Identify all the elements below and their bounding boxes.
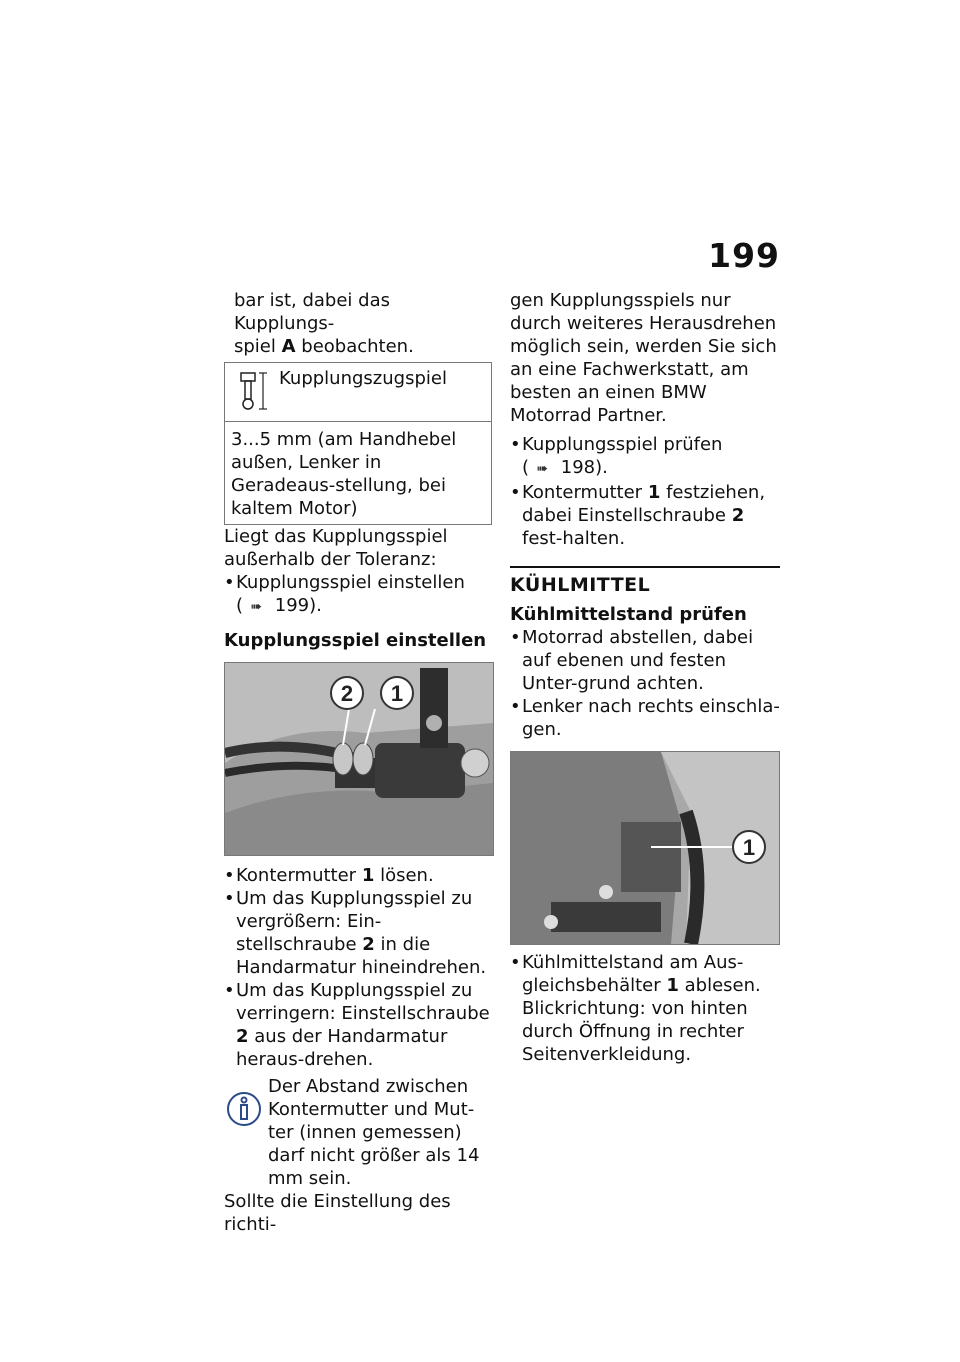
bullet-tighten (510, 481, 780, 550)
clutch-lever-photo (224, 662, 494, 856)
step-text: fest-halten. (522, 528, 626, 549)
step-text: lösen. (374, 865, 434, 886)
list-item: • Motorrad abstellen, dabei auf ebenen und festen Unter-grund achten. (510, 626, 780, 695)
list-item (224, 887, 492, 979)
left-column (224, 289, 492, 1236)
photo-label-1: 1 (742, 835, 756, 860)
right-column (510, 289, 780, 1066)
step-bold: 1 (361, 865, 375, 886)
subheading: Kühlmittelstand prüfen (510, 604, 747, 625)
measurement-icon (231, 367, 273, 413)
bullet-check-label: Kupplungsspiel prüfen (522, 434, 723, 455)
step-bold: 2 (731, 505, 745, 526)
coolant-photo (510, 751, 780, 945)
list-item (510, 951, 780, 1066)
step-text: festziehen, dabei Einstellschraube (522, 482, 766, 526)
step-bold: 1 (666, 975, 679, 996)
step-text: Um das Kupplungsspiel zu vergrößern: Ein-stellschraube (236, 888, 473, 955)
steps-list (224, 864, 492, 1071)
step-text: Kontermutter (236, 865, 362, 886)
step-text: Kontermutter (522, 482, 648, 503)
section-heading: Kupplungsspiel einstellen (224, 630, 487, 651)
bullet-adjust: • Kupplungsspiel einstellen ( ➠ 199). (224, 571, 492, 619)
list-item (224, 864, 492, 887)
intro-line2-bold: A (281, 336, 296, 357)
page-number: 199 (708, 236, 780, 275)
list-item: • Lenker nach rechts einschla-gen. (510, 695, 780, 741)
spec-value: 3...5 mm (am Handhebel außen, Lenker in Geradeaus-stellung, bei kaltem Motor) (231, 429, 457, 519)
step-text: ablesen. Blickrichtung: von hinten durch Öffnung in rechter Seitenverkleidung. (522, 975, 761, 1065)
step-text: aus der Handarmatur heraus-drehen. (236, 1026, 448, 1070)
note-continuation: Sollte die Einstellung des richti- (224, 1191, 451, 1235)
step-text: in die Handarmatur hineindrehen. (236, 934, 487, 978)
step-bold: 2 (236, 1026, 249, 1047)
note-text: Der Abstand zwischen Kontermutter und Mut-ter (innen gemessen) darf nicht größer als 14 mm sein. (268, 1076, 480, 1189)
step-text: Um das Kupplungsspiel zu verringern: Einstellschraube (236, 980, 490, 1024)
intro-line2-post: beobachten. (295, 336, 414, 357)
list-item (224, 979, 492, 1071)
continuation-text: gen Kupplungsspiels nur durch weiteres Herausdrehen möglich sein, werden Sie sich an eine Fachwerkstatt, am besten an einen BMW Motorrad Partner. (510, 290, 777, 426)
spec-header (225, 363, 491, 422)
photo-label-2: 2 (340, 681, 354, 706)
info-note (224, 1075, 492, 1190)
page-ref-arrow-icon: ➠ (250, 599, 262, 615)
step-bold: 2 (362, 934, 375, 955)
info-icon (224, 1089, 264, 1129)
spec-box (224, 362, 492, 525)
intro-line2-pre: spiel (234, 336, 282, 357)
bullet-check: • Kupplungsspiel prüfen ( ➠ 198). (510, 433, 780, 481)
step-bold: 1 (647, 482, 661, 503)
photo-label-1: 1 (390, 681, 404, 706)
bullet-adjust-ref: 199). (274, 595, 322, 616)
step-text: Kühlmittelstand am Aus-gleichsbehälter (522, 952, 744, 996)
intro-line1: bar ist, dabei das Kupplungs- (234, 290, 390, 334)
page-ref-arrow-icon: ➠ (536, 461, 548, 477)
spec-title: Kupplungszugspiel (279, 368, 447, 389)
chapter-heading: KÜHLMITTEL (510, 574, 651, 596)
tolerance-text: Liegt das Kupplungsspiel außerhalb der Toleranz: (224, 526, 448, 570)
chapter-divider (510, 566, 780, 597)
intro-text (224, 289, 492, 358)
bullet-adjust-label: Kupplungsspiel einstellen (236, 572, 465, 593)
bullet-check-ref: 198). (560, 457, 608, 478)
